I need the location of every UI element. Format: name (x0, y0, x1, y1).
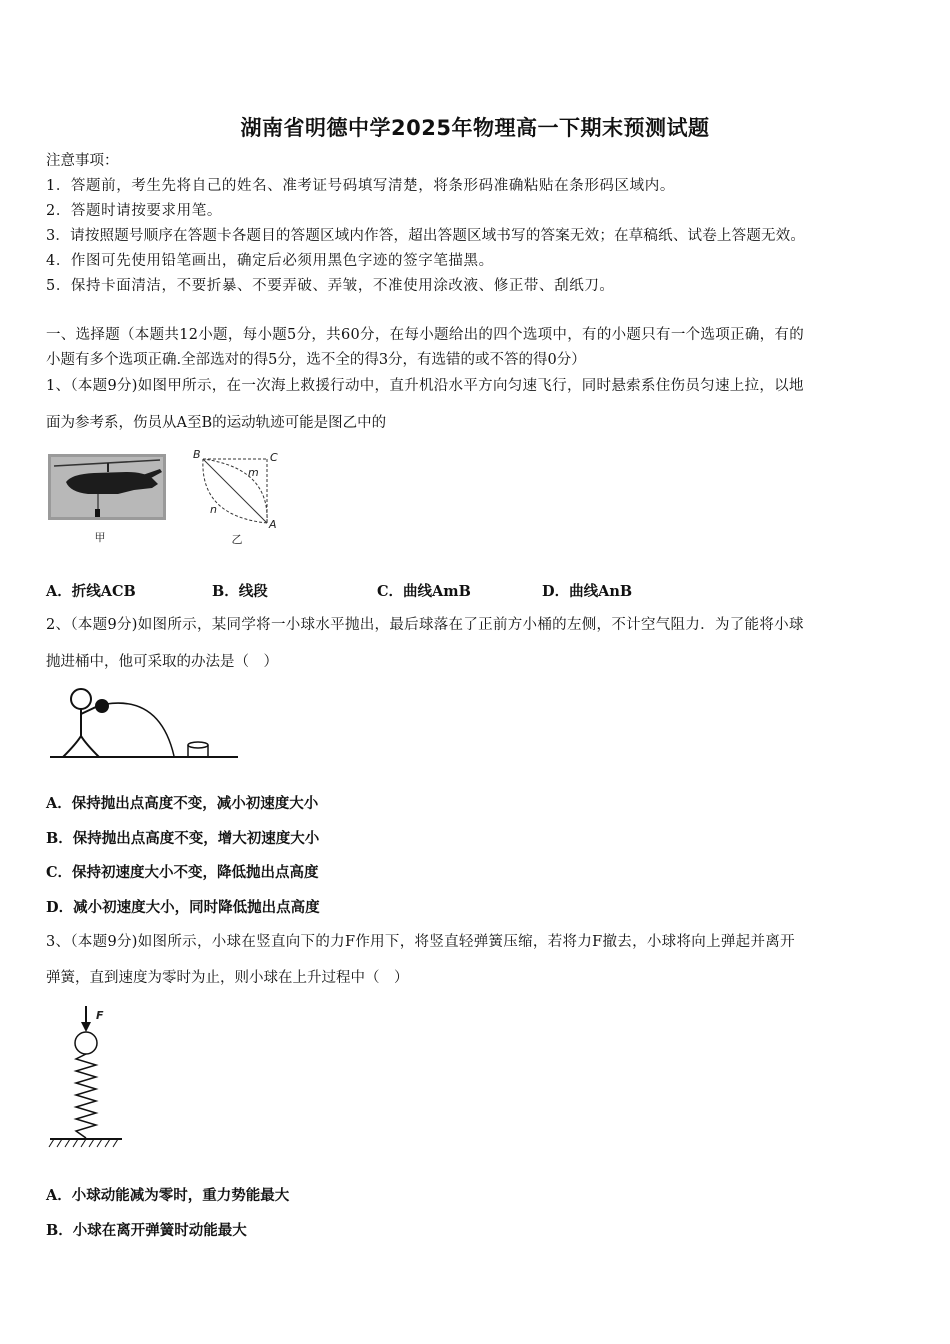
label-m: m (248, 466, 259, 479)
notice-item: 5．保持卡面清洁，不要折暴、不要弄破、弄皱，不准使用涂改液、修正带、刮纸刀。 (46, 278, 615, 294)
question-3-text: 弹簧，直到速度为零时为止，则小球在上升过程中（ ） (46, 970, 409, 986)
option-d[interactable]: D．曲线AnB (542, 583, 633, 600)
question-3-text: 3、（本题9分)如图所示，小球在竖直向下的力F作用下，将竖直轻弹簧压缩，若将力F撤去，小球将向上弹起并离开 (46, 934, 795, 950)
rescued-person (95, 509, 100, 517)
question-1-options (46, 580, 906, 602)
option-b[interactable]: B．小球在离开弹簧时动能最大 (46, 1222, 247, 1239)
option-a[interactable]: A．小球动能减为零时，重力势能最大 (46, 1187, 290, 1204)
ground-hatching (49, 1139, 118, 1147)
question-1-text: 1、（本题9分)如图甲所示，在一次海上救援行动中，直升机沿水平方向匀速飞行，同时悬索系住伤员匀速上拉，以地 (46, 378, 804, 394)
notice-item: 4．作图可先使用铅笔画出，确定后必须用黑色字迹的签字笔描黑。 (46, 253, 494, 269)
option-a[interactable]: A．保持抛出点高度不变，减小初速度大小 (46, 795, 319, 812)
option-b[interactable]: B．线段 (212, 583, 268, 600)
label-a: A (269, 518, 277, 531)
notice-heading: 注意事项： (46, 153, 119, 169)
ball (75, 1032, 97, 1054)
force-arrow-head (81, 1022, 91, 1032)
label-c: C (270, 451, 278, 464)
label-n: n (210, 503, 217, 516)
section-intro: 一、选择题（本题共12小题，每小题5分，共60分，在每小题给出的四个选项中，有的小题只有一个选项正确，有的 (46, 327, 805, 343)
ball (95, 699, 109, 713)
section-intro: 小题有多个选项正确.全部选对的得5分，选不全的得3分，有选错的或不答的得0分） (46, 352, 586, 368)
figure-label-yi: 乙 (231, 533, 243, 546)
person-legs (63, 736, 99, 757)
person-head (71, 689, 91, 709)
question-2-text: 2、（本题9分)如图所示，某同学将一小球水平抛出，最后球落在了正前方小桶的左侧，不计空气阻力．为了能将小球 (46, 617, 804, 633)
page-title: 湖南省明德中学2025年物理高一下期末预测试题 (240, 116, 710, 140)
option-a[interactable]: A．折线ACB (46, 583, 136, 600)
throw-figure (48, 684, 242, 764)
spring-figure (46, 1004, 128, 1154)
option-d[interactable]: D．减小初速度大小，同时降低抛出点高度 (46, 899, 320, 916)
question-1-text: 面为参考系，伤员从A至B的运动轨迹可能是图乙中的 (46, 415, 387, 431)
notice-item: 1．答题前，考生先将自己的姓名、准考证号码填写清楚，将条形码准确粘贴在条形码区域内。 (46, 178, 675, 194)
force-label: F (96, 1009, 104, 1022)
trajectory-figure (190, 446, 290, 550)
bucket-top (188, 742, 208, 748)
option-b[interactable]: B．保持抛出点高度不变，增大初速度大小 (46, 830, 320, 847)
notice-item: 3．请按照题号顺序在答题卡各题目的答题区域内作答，超出答题区域书写的答案无效；在草稿纸、试卷上答题无效。 (46, 228, 806, 244)
helicopter-figure (48, 454, 170, 546)
question-2-text: 抛进桶中，他可采取的办法是（ ） (46, 654, 278, 670)
figure-label-jia: 甲 (94, 531, 106, 544)
option-c[interactable]: C．保持初速度大小不变，降低抛出点高度 (46, 864, 319, 881)
notice-item: 2．答题时请按要求用笔。 (46, 203, 222, 219)
option-c[interactable]: C．曲线AmB (377, 583, 471, 600)
ball-trajectory (106, 703, 174, 756)
label-b: B (193, 448, 201, 461)
spring-coil (76, 1054, 96, 1138)
